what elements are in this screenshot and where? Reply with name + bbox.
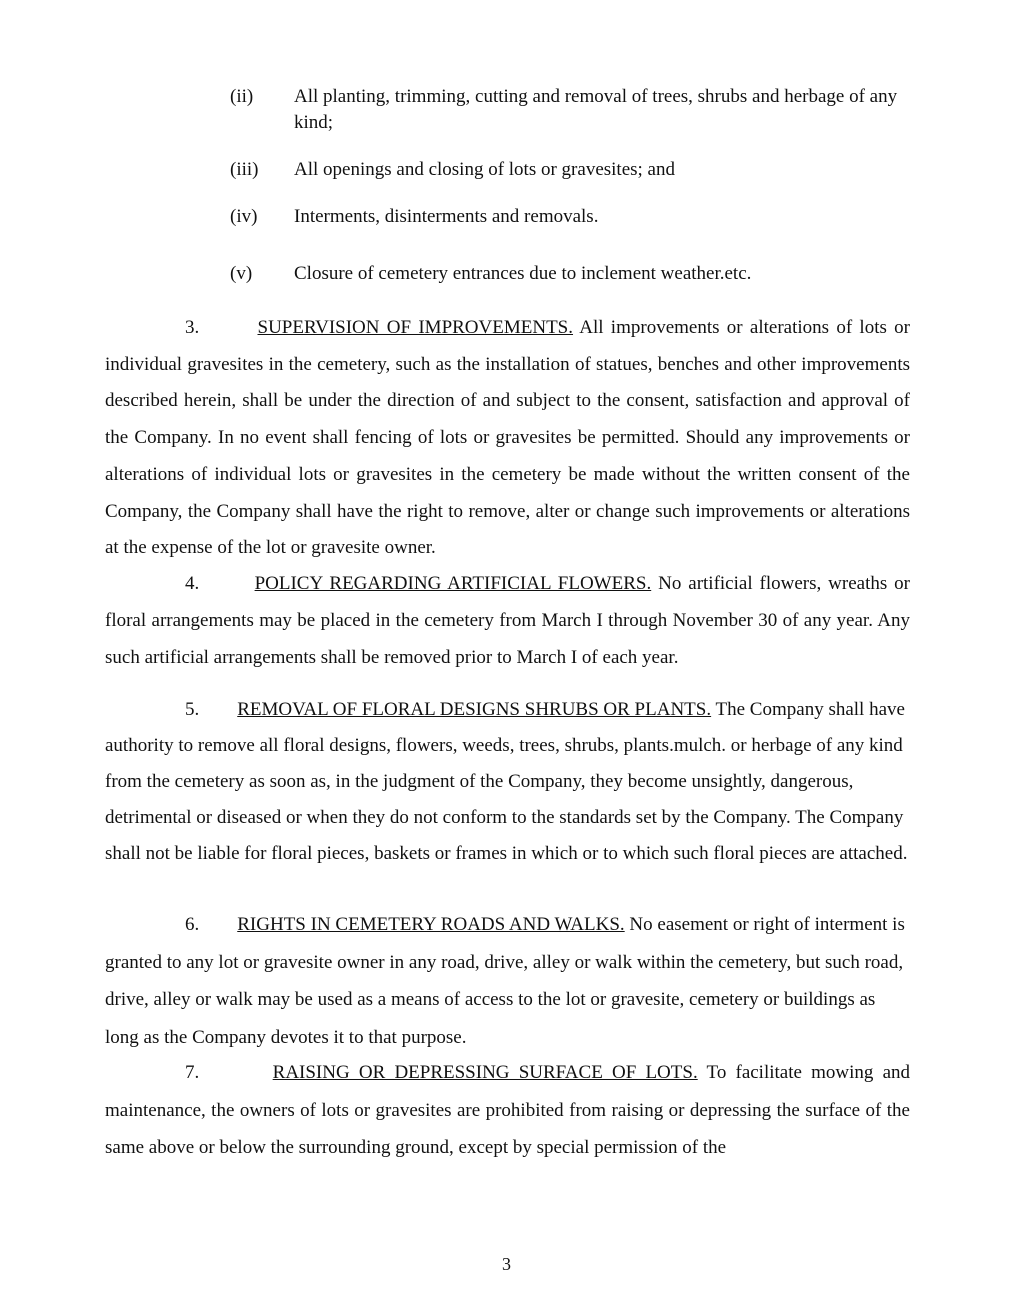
list-item-number: (v) [230, 263, 253, 284]
section-paragraph [105, 1054, 910, 1167]
section-heading: RAISING OR DEPRESSING SURFACE OF LOTS. [272, 1062, 698, 1083]
section-policy-artificial-flowers [105, 565, 910, 676]
section-number: 5. [185, 699, 200, 720]
section-removal-of-floral-designs [105, 692, 910, 872]
section-raising-or-depressing-surface [105, 1054, 910, 1167]
section-heading: SUPERVISION OF IMPROVEMENTS. [257, 317, 574, 338]
page-number: 3 [502, 1254, 511, 1274]
list-item-number: (iv) [230, 206, 258, 227]
section-paragraph [105, 906, 910, 1056]
list-item-number: (iii) [230, 159, 259, 180]
section-number: 3. [185, 317, 200, 338]
list-item-text: All openings and closing of lots or gravesites; and [294, 159, 675, 180]
section-number: 4. [185, 573, 200, 594]
section-body: All improvements or alterations of lots or individual gravesites in the cemetery, such as the installation of statues, benches and other improvements described herein, shall be under the direction of and subject to the consent, satisfaction and approval of the Company. In no event shall fencing of lots or gravesites be permitted. Should any improvements or alterations of individual lots or gravesites in the cemetery be made without the written consent of the Company, the Company shall have the right to remove, alter or change such improvements or alterations at the expense of the lot or gravesite owner. [105, 317, 910, 559]
list-item-text: Interments, disinterments and removals. [294, 206, 599, 227]
section-number: 7. [185, 1062, 200, 1083]
section-heading: POLICY REGARDING ARTIFICIAL FLOWERS. [254, 573, 652, 594]
section-body: No easement or right of interment is granted to any lot or gravesite owner in any road, drive, alley or walk within the cemetery, but such road, drive, alley or walk may be used as a means of access to the lot or gravesite, cemetery or buildings as long as the Company devotes it to that purpose. [105, 914, 905, 1048]
section-body: To facilitate mowing and maintenance, the owners of lots or gravesites are prohibited from raising or depressing the surface of the same above or below the surrounding ground, except by special permission of the [105, 1062, 910, 1158]
section-body: The Company shall have authority to remove all floral designs, flowers, weeds, trees, shrubs, plants.mulch. or herbage of any kind from the cemetery as soon as, in the judgment of the Company, they become unsightly, dangerous, detrimental or diseased or when they do not conform to the standards set by the Company. The Company shall not be liable for floral pieces, baskets or frames in which or to which such floral pieces are attached. [105, 699, 908, 864]
section-body: No artificial flowers, wreaths or floral arrangements may be placed in the cemetery from March I through November 30 of any year. Any such artificial arrangements shall be removed prior to March I of each year. [105, 573, 910, 668]
section-number: 6. [185, 914, 200, 935]
section-paragraph [105, 565, 910, 676]
section-heading: REMOVAL OF FLORAL DESIGNS SHRUBS OR PLANTS. [237, 699, 712, 720]
list-item-text: Closure of cemetery entrances due to inclement weather.etc. [294, 263, 752, 284]
section-paragraph [105, 692, 910, 872]
section-supervision-of-improvements [105, 310, 910, 567]
section-heading: RIGHTS IN CEMETERY ROADS AND WALKS. [237, 914, 625, 935]
section-rights-in-cemetery-roads [105, 906, 910, 1056]
section-paragraph [105, 310, 910, 567]
list-item-number: (ii) [230, 86, 254, 107]
list-item-text: All planting, trimming, cutting and removal of trees, shrubs and herbage of any kind; [294, 86, 898, 133]
